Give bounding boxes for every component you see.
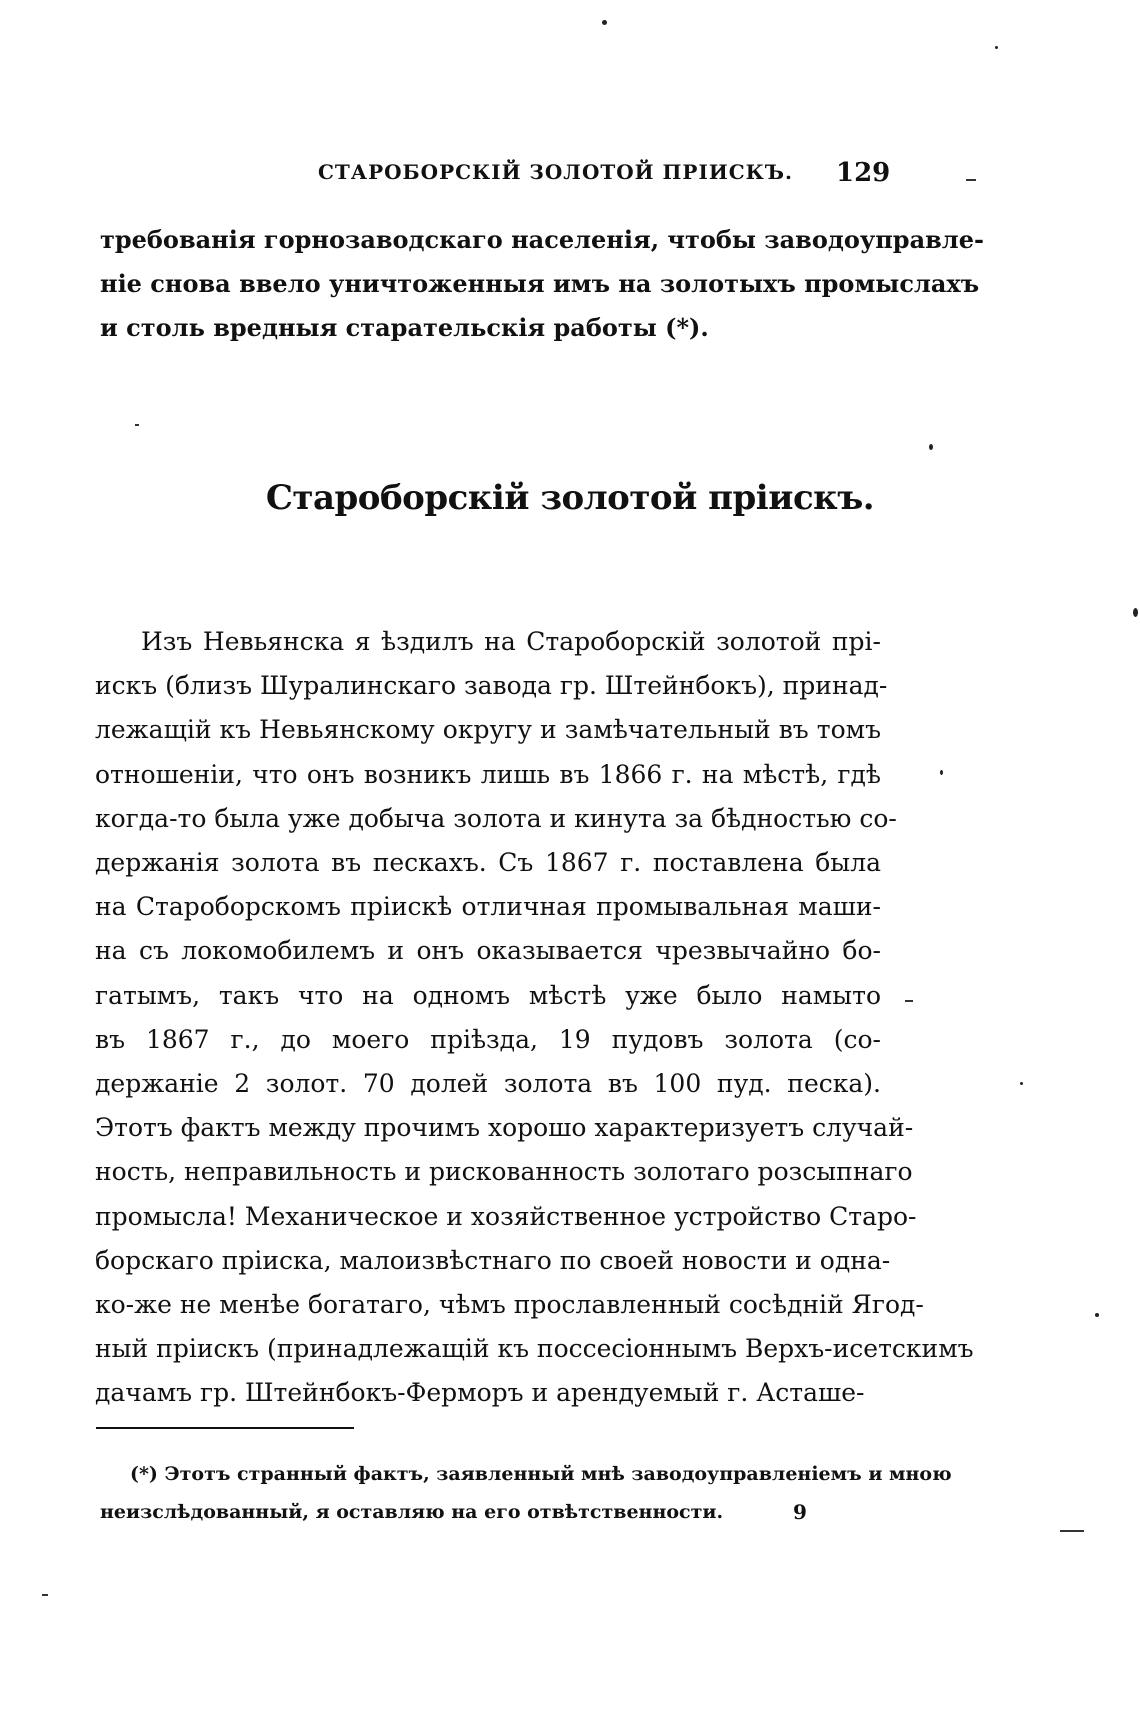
- footnote: [100, 1455, 952, 1531]
- intro-line: ніе снова ввело уничтоженныя имъ на золотыхъ промыслахъ: [100, 269, 980, 298]
- intro-line: и столь вредныя старательскія работы (*).: [100, 313, 709, 342]
- scan-dash: [905, 1000, 913, 1002]
- body-line: ность, неправильность и рискованность золотаго розсыпнаго: [95, 1157, 913, 1187]
- body-line: на Староборскомъ пріискѣ отличная промывальная маши-: [95, 892, 881, 922]
- footnote-divider: [96, 1427, 354, 1429]
- body-line: въ 1867 г., до моего пріѣзда, 19 пудовъ золота (со-: [95, 1024, 881, 1054]
- scan-speck: [602, 20, 607, 25]
- body-paragraph: [95, 620, 974, 1416]
- body-line: дачамъ гр. Штейнбокъ-Ферморъ и арендуемый г. Асташе-: [95, 1378, 865, 1408]
- scan-dash: [1060, 1530, 1084, 1532]
- scan-dash: [135, 424, 139, 426]
- scan-speck: [1020, 1082, 1023, 1085]
- body-line: отношеніи, что онъ возникъ лишь въ 1866 г. на мѣстѣ, гдѣ: [95, 759, 881, 789]
- body-line: гатымъ, такъ что на одномъ мѣстѣ уже было намыто: [95, 980, 881, 1010]
- body-line: искъ (близъ Шуралинскаго завода гр. Штейнбокъ), принад-: [95, 671, 888, 701]
- body-line: держаніе 2 золот. 70 долей золота въ 100 пуд. песка).: [95, 1069, 881, 1099]
- footnote-line: неизслѣдованный, я оставляю на его отвѣтственности.: [100, 1501, 724, 1523]
- scan-speck: [940, 770, 943, 775]
- scan-speck: [1095, 1313, 1099, 1317]
- signature-mark: 9: [793, 1500, 807, 1524]
- section-title: Староборскій золотой пріискъ.: [265, 478, 875, 518]
- body-line: ный пріискъ (принадлежащій къ поссесіоннымъ Верхъ-исетскимъ: [95, 1334, 974, 1364]
- scan-speck: [995, 46, 998, 49]
- scan-dash: [42, 1594, 48, 1596]
- body-line: Изъ Невьянска я ѣздилъ на Староборскій золотой прі-: [141, 627, 881, 656]
- scan-speck: [929, 444, 933, 450]
- body-line: держанія золота въ пескахъ. Съ 1867 г. поставлена была: [95, 848, 881, 878]
- body-line: на съ локомобилемъ и онъ оказывается чрезвычайно бо-: [95, 936, 881, 966]
- body-line: промысла! Механическое и хозяйственное устройство Старо-: [95, 1201, 917, 1231]
- scan-speck: [1133, 608, 1138, 617]
- body-line: борскаго пріиска, малоизвѣстнаго по своей новости и одна-: [95, 1245, 891, 1275]
- body-line: лежащій къ Невьянскому округу и замѣчательный въ томъ: [95, 715, 881, 745]
- body-line: когда-то была уже добыча золота и кинута за бѣдностью со-: [95, 803, 897, 833]
- intro-paragraph: [100, 218, 984, 350]
- intro-line: требованія горнозаводскаго населенія, чтобы заводоуправле-: [100, 225, 984, 254]
- body-line: Этотъ фактъ между прочимъ хорошо характеризуетъ случай-: [95, 1113, 914, 1143]
- scan-dash: [966, 179, 976, 181]
- footnote-line: (*) Этотъ странный фактъ, заявленный мнѣ заводоуправленіемъ и мною: [130, 1463, 952, 1485]
- running-head: СТАРОБОРСКІЙ ЗОЛОТОЙ ПРІИСКЪ.: [318, 160, 793, 184]
- page-number: 129: [836, 158, 891, 188]
- body-line: ко-же не менѣе богатаго, чѣмъ прославленный сосѣдній Ягод-: [95, 1290, 924, 1320]
